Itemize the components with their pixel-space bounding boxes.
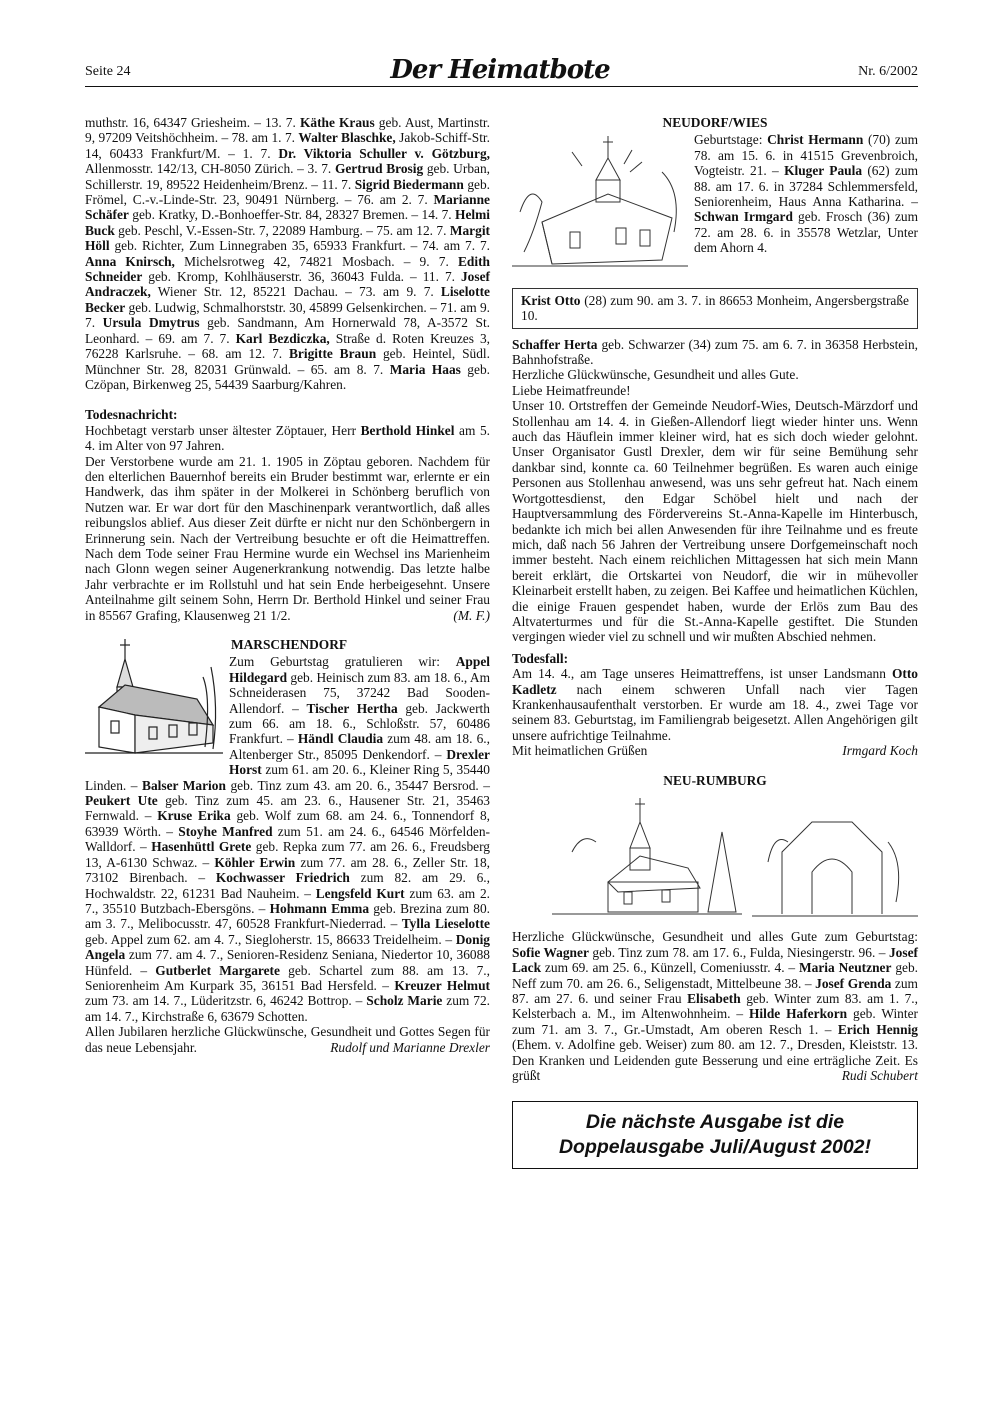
right-column — [512, 115, 918, 1169]
text-run: geb. Ludwig, Schmalhorststr. 30, 45899 Gelsenkirchen. – 71. am 9. 7. — [85, 299, 490, 331]
name-bold: Stoyhe Manfred — [178, 823, 273, 839]
text-run: geb. Tinz zum 78. am 17. 6., Fulda, Niesingerstr. 96. – — [588, 944, 889, 960]
name-bold: Liselotte Becker — [85, 284, 490, 315]
name-bold: Appel Hildegard — [229, 654, 490, 685]
name-bold: Dr. Viktoria Schuller v. Götzburg, — [278, 145, 490, 161]
text-run: zum 69. am 25. 6., Künzell, Comeniusstr. 4. – — [541, 960, 800, 976]
name-bold: Maria Neutzner — [799, 960, 892, 976]
name-bold: Kruse Erika — [157, 808, 231, 824]
neu-rumburg-illustration — [512, 792, 918, 923]
chapel-illustration — [85, 637, 223, 760]
text-run: zum 77. am 28. 6., Zeller Str. 18, 73102 Birenbach. – — [85, 854, 490, 886]
next-issue-notice — [512, 1101, 918, 1169]
name-bold: Käthe Kraus — [299, 115, 375, 130]
text-run: zum 87. am 27. 6. und seiner Frau — [512, 975, 918, 1007]
text-run: geb. Repka zum 77. am 26. 6., Freudsberg 13, A-6130 Schwaz. – — [85, 839, 491, 870]
text-run: zum 77. am 4. 7., Senioren-Residenz Seniana, Niedertor 10, 36088 Hünfeld. – — [85, 947, 490, 978]
text-run: geb. Jackwerth zum 66. am 18. 6., Schloßstr. 57, 60486 Frankfurt. – — [229, 700, 490, 747]
death-notice-title: Todesnachricht: — [85, 407, 178, 423]
name-bold: Schaffer Herta — [512, 336, 598, 352]
text-run: geb. Neff zum 70. am 26. 6., Seligenstadt, Mittelbeune 38. – — [512, 960, 918, 991]
text-run: geb. Frosch (36) zum 72. am 28. 6. in 35578 Wetzlar, Unter dem Ahorn 4. — [694, 209, 919, 256]
name-bold: Kochwasser Friedrich — [215, 870, 350, 886]
name-bold: Hasenhüttl Grete — [151, 839, 252, 855]
name-bold: Maria Haas — [389, 361, 461, 377]
text-run: geb. Brezina zum 80. am 3. 7., Melibocusstr. 47, 60528 Frankfurt-Niederrad. – — [85, 900, 490, 932]
name-bold: Köhler Erwin — [214, 854, 296, 870]
text-run: zum 82. am 29. 6., Hochwaldstr. 22, 61231 Bad Nauheim. – — [85, 870, 490, 901]
highlight-box — [512, 288, 918, 329]
text-run: am 5. 4. im Alter von 97 Jahren. — [85, 422, 490, 454]
name-bold: Händl Claudia — [297, 731, 384, 747]
name-bold: Helmi Buck — [85, 207, 490, 238]
death-notice-signature: (M. F.) — [453, 607, 490, 623]
marschendorf-signature: Rudolf und Marianne Drexler — [330, 1039, 490, 1055]
name-bold: Christ Hermann — [767, 132, 864, 148]
header-rule — [85, 86, 918, 87]
name-bold: Tischer Hertha — [306, 700, 398, 716]
name-bold: Josef Grenda — [815, 975, 892, 991]
death-notice-body — [85, 454, 490, 623]
name-bold: Sofie Wagner — [512, 944, 589, 960]
text-run: (70) zum 78. am 15. 6. in 41515 Grevenbroich, Vogteistr. 21. – — [694, 132, 918, 179]
text-run: zum 48. am 18. 6., Altenberger Str., 85095 Denkendorf. – — [229, 731, 490, 762]
name-bold: Peukert Ute — [85, 793, 158, 809]
text-run: geb. Peschl, V.-Essen-Str. 7, 22089 Hamburg. – 75. am 12. 7. — [114, 222, 450, 238]
neudorf-signature: Irmgard Koch — [842, 743, 918, 759]
name-bold: Donig Angela — [85, 931, 490, 963]
text-run: geb. Czöpan, Birkenweg 25, 54439 Saarburg/Kahren. — [85, 361, 490, 392]
text-run: Herzliche Glückwünsche, Gesundheit und alles Gute zum Geburtstag: — [512, 929, 918, 945]
death-notice-intro — [85, 423, 490, 454]
name-bold: Ursula Dmytrus — [102, 315, 200, 331]
name-bold: Gutberlet Margarete — [155, 962, 280, 978]
text-run: geb. Frömel, C.-v.-Linde-Str. 23, 90491 Nürnberg. – 76. am 2. 7. — [85, 176, 491, 208]
neudorf-greeting: Liebe Heimatfreunde! — [512, 382, 631, 398]
neu-rumburg-signature: Rudi Schubert — [841, 1068, 918, 1084]
text-run: geb. Sandmann, Am Hornerwald 78, A-3572 St. Leonhard. – 69. am 7. 7. — [85, 315, 491, 346]
left-column — [85, 115, 490, 1055]
highlight-box-text — [521, 293, 909, 324]
name-bold: Tylla Lieselotte — [401, 916, 490, 932]
text-run: geb. Tinz zum 45. am 23. 6., Hausener Str. 21, 35463 Fernwald. – — [85, 793, 490, 824]
text-run: geb. Aust, Martinstr. 9, 97209 Veitshöchheim. – 78. am 1. 7. — [85, 115, 491, 146]
text-run: geb. Tinz zum 43. am 20. 6., 35447 Bersrod. – — [225, 777, 490, 793]
neu-rumburg-title: NEU-RUMBURG — [663, 772, 767, 788]
name-bold: Balser Marion — [142, 777, 226, 793]
neudorf-title: NEUDORF/WIES — [662, 115, 768, 130]
issue-number: Nr. 6/2002 — [858, 64, 918, 79]
name-bold: Erich Hennig — [837, 1021, 918, 1037]
name-bold: Karl Bezdiczka, — [235, 330, 330, 346]
death-notice-text: Der Verstorbene wurde am 21. 1. 1905 in Zöptau geboren. Nachdem für den elterlichen Bauernhof bereits ein Bruder bestimmt war, erlernte er ein Handwerk, das ihm später in der Molkerei in Schönberg beruflich von Nutzen war. Er war dort für den Maschinenpark verantwortlich, daß alles reibungslos ablief. Aus dieser Zeit dürfte er nicht nur den Schönbergern in Erinnerung sein. Nach der Vertreibung besuchte er oft die Heimattreffen. Nach dem Tode seiner Frau Hermine wurde ein Wechsel ins Marienheim nach Glonn wegen seiner Augenerkrankung notwendig. Das letzte halbe Jahr verbrachte er im Rollstuhl und hat sein Ende herbeigesehnt. Unsere Anteilnahme gilt seinem Sohn, Herrn Dr. Berthold Hinkel und seiner Frau in 85567 Grafing, Klausenweg 21 1/2. — [85, 453, 490, 623]
text-run: Wiener Str. 12, 85221 Dachau. – 73. am 9. 7. — [150, 284, 441, 300]
name-bold: Sigrid Biedermann — [354, 176, 464, 192]
name-bold: Scholz Marie — [366, 993, 443, 1009]
text-run: Allenmosstr. 142/13, CH-8050 Zürich. – 3. 7. — [85, 161, 335, 177]
marschendorf-closing-text: Allen Jubilaren herzliche Glückwünsche, Gesundheit und Gottes Segen für das neue Lebensjahr. — [85, 1024, 490, 1055]
text-run: geb. Richter, Zum Linnegraben 35, 65933 Frankfurt. – 74. am 7. 7. — [109, 238, 490, 254]
text-run: Straße d. Roten Kreuzes 3, 76228 Karlsruhe. – 68. am 12. 7. — [85, 330, 490, 362]
todesfall-text — [512, 666, 918, 743]
text-run: geb. Appel zum 62. am 4. 7., Siegloherstr. 15, 86633 Treidelheim. – — [85, 931, 456, 947]
masthead-title: Der Heimatbote — [390, 55, 610, 85]
text-run: Michelsrotweg 42, 74821 Mosbach. – 9. 7. — [174, 253, 458, 269]
neudorf-closing — [512, 743, 918, 758]
text-run: geb. Kromp, Kohlhäuserstr. 36, 36043 Fulda. – 11. 7. — [142, 269, 461, 285]
text-run: Hochbetagt verstarb unser ältester Zöptauer, Herr — [85, 422, 361, 438]
birthday-list-continued — [85, 115, 490, 392]
text-run: geb. Schartel zum 88. am 13. 7., Seniorenheim Am Kurpark 35, 36151 Bad Hersfeld. – — [85, 962, 490, 993]
text-run: (28) zum 90. am 3. 7. in 86653 Monheim, Angersbergstraße 10. — [521, 292, 909, 324]
name-bold: Schwan Irmgard — [694, 209, 793, 225]
text-run: geb. Wolf zum 68. am 24. 6., Tonnendorf 8, 63939 Wörth. – — [85, 808, 490, 839]
text-run: muthstr. 16, 64347 Griesheim. – 13. 7. — [85, 115, 300, 130]
neu-rumburg-birthdays-text — [512, 929, 918, 1083]
text-run: zum 61. am 20. 6., Kleiner Ring 5, 35440 Linden. – — [85, 762, 490, 793]
name-bold: Marianne Schäfer — [85, 192, 490, 223]
name-bold: Krist Otto — [521, 292, 581, 308]
text-run: Geburtstage: — [694, 132, 768, 148]
text-run: zum 73. am 14. 7., Lüderitzstr. 6, 46242 Bottrop. – — [85, 993, 367, 1009]
next-issue-notice-line1: Die nächste Ausgabe ist die — [585, 1111, 845, 1134]
text-run: nach einem schweren Unfall nach vier Tagen Krankenhausaufenthalt verstorben. Er wurde am 18. 4., zwei Tage vor seinem 83. Geburtstag, im Familiengrab beigesetzt. Allen Angehörigen gilt unsere aufrichtige Teilnahme. — [512, 681, 918, 743]
text-run: (Ehem. v. Adolfine geb. Weiser) zum 80. am 12. 7., Dresden, Kleiststr. 13. Den Kranken und Leidenden gute Besserung und eine erträgliche Zeit. Es grüßt — [512, 1037, 918, 1084]
name-bold: Hohmann Emma — [269, 900, 370, 916]
section-marschendorf — [85, 637, 490, 1055]
name-bold: Edith Schneider — [85, 253, 490, 285]
name-bold: Brigitte Braun — [288, 346, 377, 362]
name-bold: Drexler Horst — [229, 746, 490, 778]
text-run: geb. Heintel, Südl. Münchner Str. 28, 82031 Grünwald. – 65. am 8. 7. — [85, 346, 490, 377]
name-bold: Kluger Paula — [784, 163, 863, 179]
neudorf-closing-text: Mit heimatlichen Grüßen — [512, 743, 648, 759]
neudorf-report: Unser 10. Ortstreffen der Gemeinde Neudorf-Wies, Deutsch-Märzdorf und Stollenhau am 14. 4. in Gießen-Allendorf liegt wieder hinter uns. Wenn auch das Häuflein immer kleiner wird, hat es sich doch wieder gelohnt. Unser Organisator Gustl Drexler, dem wir für seine Bemühung sehr dankbar sind, konnte ca. 60 Teilnehmer begrüßen. Es waren auch einige Personen aus Stollenhau anwesend, was uns sehr gefreut hat. Nach einem Wortgottesdienst, den Edgar Schöbel hielt und nach der Hauptversammlung des Fördervereins St.-Anna-Kapelle im Hinterbusch, bedankte ich mich bei allen Anwesenden für ihre Teilnahme und es freute mich, daß nach 56 Jahren der Vertreibung unsere Dorfgemeinschaft noch immer besteht. Nach einem reichlichen Mittagessen hat sich mein Mann bereit erklärt, die Ortskartei von Neudorf, die wir in mühevoller Kleinarbeit erstellt haben, zu zeigen. Bei Kaffee und heimatlichen Küchlen, die einige Frauen gespendet haben, wurde der Erlös zum Bau des Altvaterturmes und für die St.-Anna-Kapelle gestiftet. Die Stunden vergingen wieder viel zu schnell und wir mußten Abschied nehmen. — [512, 398, 918, 645]
text-run: geb. Winter zum 71. am 3. 7., Gr.-Umstadt, Am oberen Resch 1. – — [512, 1006, 918, 1037]
name-bold: Walter Blaschke, — [298, 130, 396, 146]
name-bold: Berthold Hinkel — [360, 422, 455, 438]
neudorf-wishes: Herzliche Glückwünsche, Gesundheit und alles Gute. — [512, 367, 799, 383]
name-bold: Josef Lack — [512, 944, 918, 976]
name-bold: Lengsfeld Kurt — [315, 885, 405, 901]
next-issue-notice-line2: Doppelausgabe Juli/August 2002! — [558, 1136, 872, 1159]
text-run: (62) zum 88. am 17. 6. in 37284 Schlemmersfeld, Seniorenheim, Haus Anna Katharina. – — [694, 163, 918, 210]
text-run: zum 63. am 2. 7., 35510 Butzbach-Ebersgöns. – — [85, 885, 490, 916]
name-bold: Hilde Haferkorn — [748, 1006, 848, 1022]
marschendorf-title: MARSCHENDORF — [231, 637, 348, 652]
schaffer-birthday — [512, 337, 918, 368]
page-number: Seite 24 — [85, 64, 131, 79]
name-bold: Margit Höll — [85, 222, 490, 254]
name-bold: Kreuzer Helmut — [394, 977, 490, 993]
text-run: geb. Schwarzer (34) zum 75. am 6. 7. in 36358 Herbstein, Bahnhofstraße. — [512, 336, 919, 368]
church-sketch-illustration — [512, 132, 688, 277]
name-bold: Anna Knirsch, — [85, 253, 175, 269]
marschendorf-closing — [85, 1024, 490, 1055]
text-run: zum 72. am 14. 7., Kirchstraße 6, 63679 Schotten. — [85, 993, 490, 1024]
text-run: Zum Geburtstag gratulieren wir: — [229, 654, 456, 670]
text-run: geb. Heinisch zum 83. am 18. 6., Am Schneiderasen 75, 37242 Bad Sooden-Allendorf. – — [229, 669, 490, 716]
text-run: Am 14. 4., am Tage unseres Heimattreffens, ist unser Landsmann — [512, 666, 892, 682]
neu-rumburg-birthdays — [512, 929, 918, 1083]
text-run: geb. Kratky, D.-Bonhoeffer-Str. 84, 28327 Bremen. – 14. 7. — [128, 207, 456, 223]
name-bold: Josef Andraczek, — [85, 269, 490, 300]
text-run: geb. Winter zum 83. am 1. 7., Kelsterbach a. M., im Altenwohnheim. – — [512, 991, 918, 1022]
text-run: zum 51. am 24. 6., 64546 Mörfelden-Walldorf. – — [85, 823, 491, 855]
text-run: Jakob-Schiff-Str. 14, 60433 Frankfurt/M. – 1. 7. — [85, 130, 490, 161]
name-bold: Otto Kadletz — [512, 666, 918, 697]
name-bold: Elisabeth — [687, 991, 741, 1007]
text-run: geb. Urban, Schillerstr. 19, 89522 Heidenheim/Brenz. – 11. 7. — [85, 161, 490, 192]
todesfall-title: Todesfall: — [512, 650, 569, 666]
name-bold: Gertrud Brosig — [334, 161, 424, 177]
